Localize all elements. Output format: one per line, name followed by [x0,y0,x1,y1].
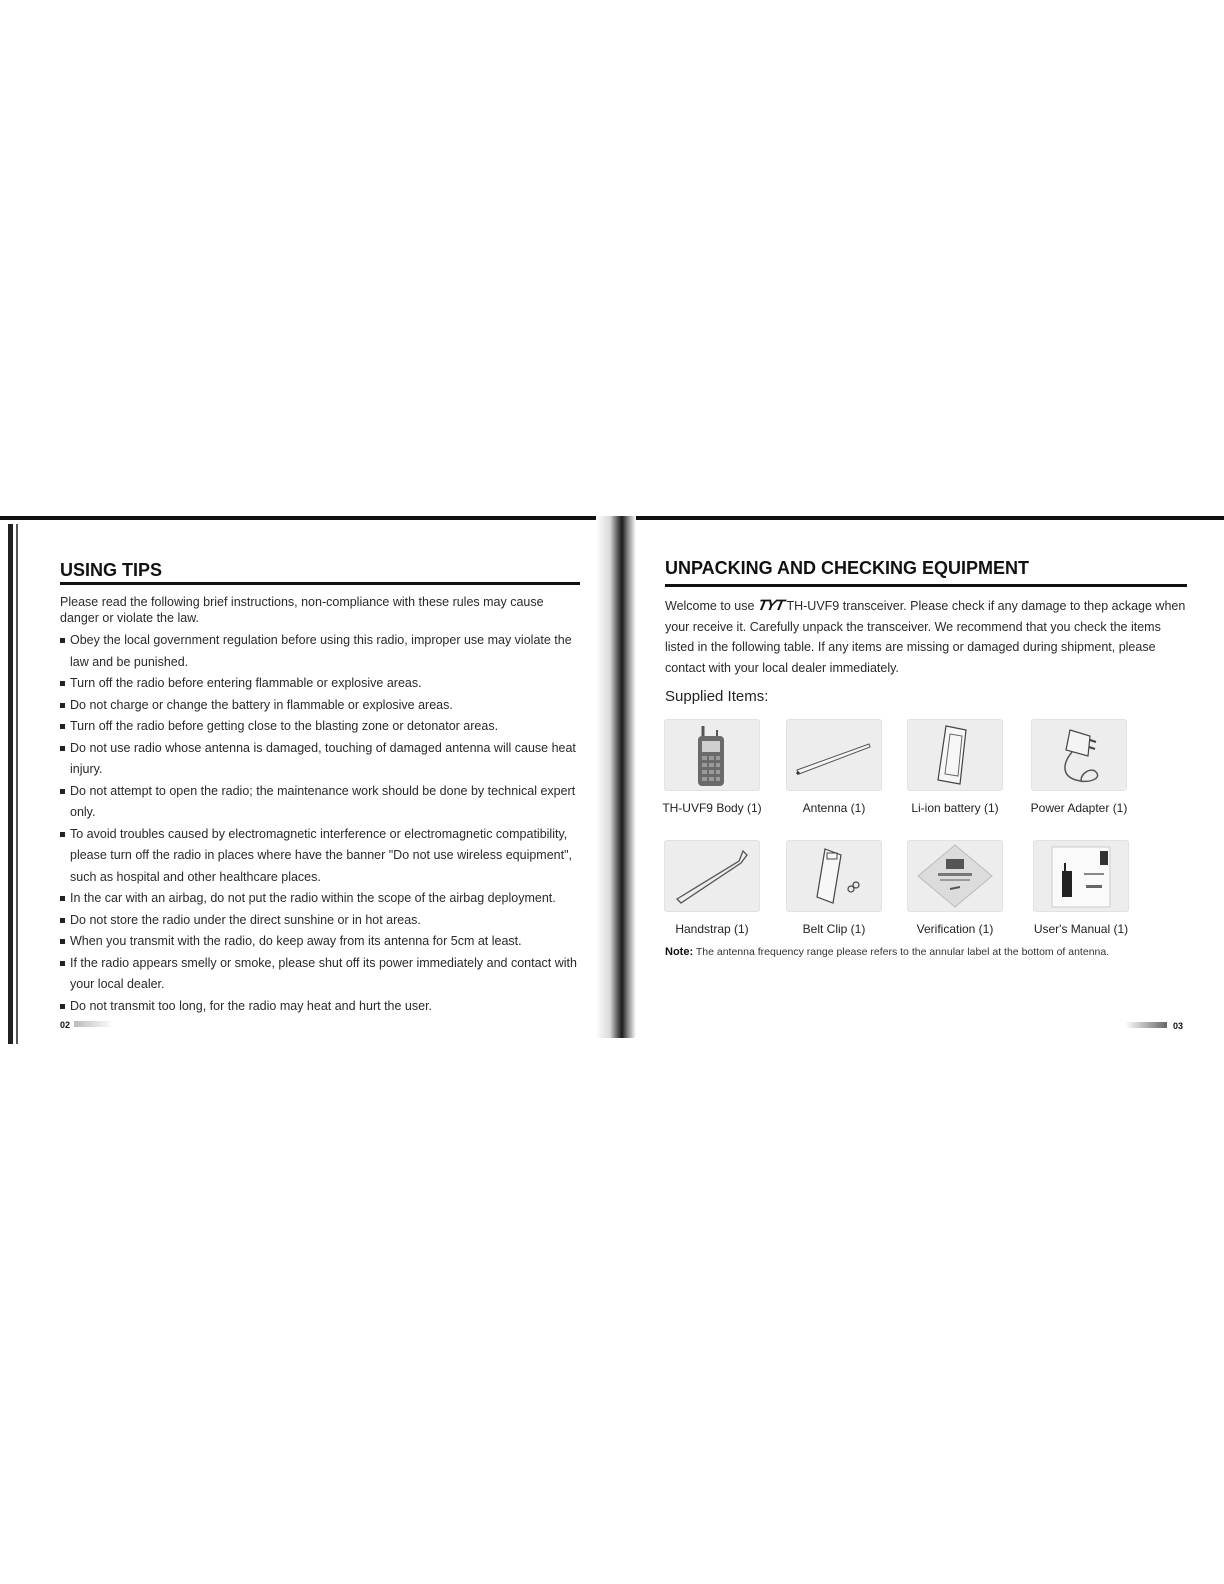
supplied-item [893,840,1017,936]
tip-item: Do not charge or change the battery in flammable or explosive areas. [60,695,580,717]
item-label: Li-ion battery (1) [911,801,999,815]
page-number-bar-left [74,1021,114,1027]
note-label: Note: [665,946,694,958]
page-number-left: 02 [60,1020,71,1030]
item-label: Handstrap (1) [675,922,749,936]
supplied-item [650,719,774,815]
antenna-icon [786,719,882,791]
manual-icon [1033,840,1129,912]
tip-item: In the car with an airbag, do not put the radio within the scope of the airbag deployment. [60,888,580,910]
supplied-item [1017,719,1141,815]
tip-item: To avoid troubles caused by electromagnetic interference or electromagnetic compatibility, please turn off the radio in places where have the banner "Do not use wireless equipment", such as hospital and other healthcare places. [60,824,580,889]
battery-icon [907,719,1003,791]
note-text: The antenna frequency range please refers to the annular label at the bottom of antenna. [695,946,1110,958]
page-number-right: 03 [1172,1021,1183,1031]
tyt-logo: TYT [756,597,786,614]
belt-clip-icon [786,840,882,912]
tip-item: If the radio appears smelly or smoke, please shut off its power immediately and contact with your local dealer. [60,953,580,996]
page-number-bar-right [1125,1022,1167,1028]
supplied-item [1019,840,1143,936]
tip-item: Do not attempt to open the radio; the maintenance work should be done by technical expert only. [60,781,580,824]
binding-edge-left-inner [16,524,18,1044]
item-label: Antenna (1) [802,801,866,815]
tip-item: Turn off the radio before entering flammable or explosive areas. [60,673,580,695]
manual-spread [0,516,1224,1038]
using-tips-intro: Please read the following brief instructions, non-compliance with these rules may cause danger or violate the law. [60,595,544,625]
welcome-prefix: Welcome to use [665,599,755,613]
supplied-item [650,840,774,936]
item-label: Belt Clip (1) [802,922,866,936]
item-label: Verification (1) [916,922,994,936]
tip-item: When you transmit with the radio, do keep away from its antenna for 5cm at least. [60,931,580,953]
tip-item: Do not use radio whose antenna is damaged, touching of damaged antenna will cause heat injury. [60,738,580,781]
heading-rule [60,582,580,585]
verification-icon [907,840,1003,912]
radio-body-icon [664,719,760,791]
tip-item: Do not transmit too long, for the radio may heat and hurt the user. [60,996,580,1018]
welcome-rest: TH-UVF9 transceiver. Please check if any damage to thep ackage when your receive it. Carefully unpack the transceiver. We recommend that you check the items listed in the following table. If any items are missing or damaged during shipment, please contact with your local dealer immediately. [665,599,1186,675]
item-label: Power Adapter (1) [1030,801,1128,815]
power-adapter-icon [1031,719,1127,791]
tip-item: Do not store the radio under the direct sunshine or in hot areas. [60,910,580,932]
unpacking-heading: UNPACKING AND CHECKING EQUIPMENT [665,558,1030,578]
using-tips-heading: USING TIPS [60,560,163,580]
right-page [662,516,1187,1038]
supplied-items-title: Supplied Items: [665,688,769,705]
supplied-item [772,719,896,815]
handstrap-icon [664,840,760,912]
binding-edge-left [8,524,13,1044]
tips-list [60,630,580,1017]
antenna-note [665,946,1187,958]
left-page [60,516,580,1038]
item-label: TH-UVF9 Body (1) [662,801,762,815]
heading-rule [665,584,1187,587]
supplied-item [893,719,1017,815]
supplied-item [772,840,896,936]
tip-item: Turn off the radio before getting close to the blasting zone or detonator areas. [60,716,580,738]
welcome-paragraph [665,596,1187,678]
book-gutter [596,516,636,1038]
tip-item: Obey the local government regulation before using this radio, improper use may violate the law and be punished. [60,630,580,673]
item-label: User's Manual (1) [1033,922,1129,936]
